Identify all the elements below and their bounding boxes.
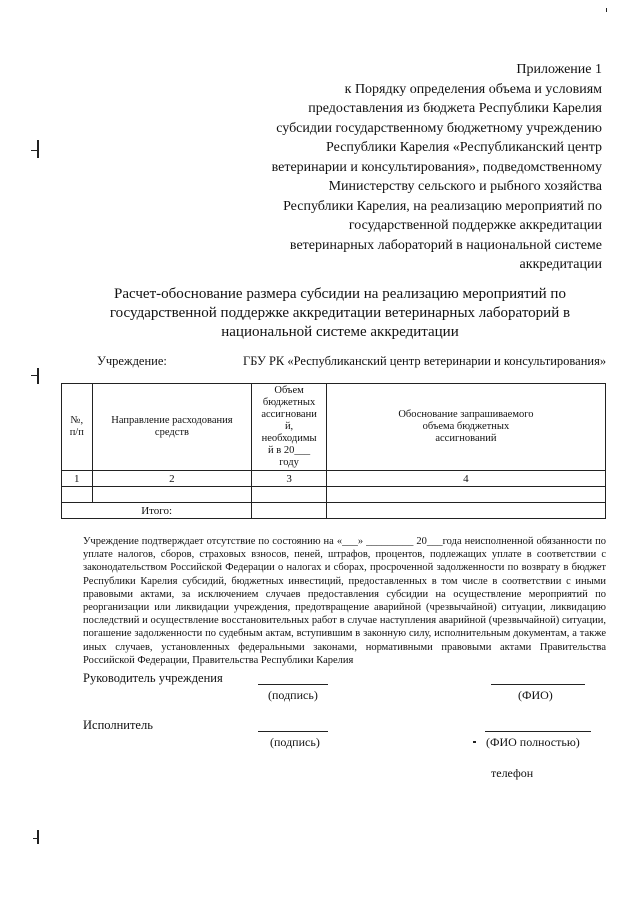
column-number-row (62, 471, 606, 487)
header-text: й в 20___ (268, 445, 311, 456)
total-label: Итого: (62, 503, 252, 519)
scan-artifact (31, 150, 39, 151)
header-text: году (279, 457, 299, 468)
scan-artifact (606, 8, 607, 12)
header-text: ассигновани (261, 409, 317, 420)
calculation-table (61, 383, 606, 519)
institution-label: Учреждение: (97, 354, 167, 368)
column-number: 3 (252, 471, 327, 487)
header-text: №, (70, 415, 84, 426)
table-row (62, 487, 606, 503)
confirmation-paragraph: Учреждение подтверждает отсутствие по состоянию на «___» _________ 20___года неисполненной обязанности по уплате налогов, сборов, страховых взносов, пеней, штрафов, процентов, подлежащих уплате в соответствии с законодательством Российской Федерации о налогах и сборах, просроченной задолженности по возврату в бюджет Республики Карелия субсидий, бюджетных инвестиций, предоставленных в том числе в соответствии с иными правовыми актами, за исключением случаев предоставления субсидии на осуществление мероприятий по реорганизации или ликвидации учреждения, предотвращение аварийной (чрезвычайной) ситуации, ликвидацию последствий и осуществление восстановительных работ в случае наступления аварийной (чрезвычайной) ситуации, погашение задолженности по судебным актам, вступившим в законную силу, исполнительным документам, а также иных случаев, установленных федеральными законами, нормативными правовыми актами Правительства Российской Федерации, Правительства Республики Карелия (83, 536, 606, 666)
header-text: средств (154, 427, 189, 438)
scan-artifact (37, 368, 39, 384)
scan-artifact (33, 838, 39, 839)
head-label: Руководитель учреждения (83, 671, 223, 685)
executor-name-caption: (ФИО полностью) (486, 735, 580, 749)
institution-name: ГБУ РК «Республиканский центр ветеринарии и консультирования» (243, 354, 607, 368)
document-title (90, 285, 590, 342)
header-volume-cell (252, 384, 327, 471)
column-number: 2 (92, 471, 252, 487)
total-justification-cell (326, 503, 605, 519)
table-cell (252, 487, 327, 503)
head-name-caption: (ФИО) (518, 688, 553, 702)
title-line: национальной системе аккредитации (221, 324, 459, 340)
appendix-line: субсидии государственному бюджетному учреждению (276, 120, 602, 136)
header-text: объема бюджетных (422, 421, 510, 432)
total-volume-cell (252, 503, 327, 519)
executor-signature-line (258, 731, 328, 732)
table-cell (92, 487, 252, 503)
appendix-header (222, 60, 602, 275)
appendix-line: Приложение 1 (516, 62, 602, 77)
scan-artifact (37, 140, 39, 158)
header-text: бюджетных (262, 397, 316, 408)
column-number: 1 (62, 471, 93, 487)
head-signature-line (258, 684, 328, 685)
header-text: Объем (274, 385, 304, 396)
table-header-row (62, 384, 606, 471)
executor-signature-caption: (подпись) (270, 735, 320, 749)
appendix-line: ветеринарных лабораторий в национальной системе (289, 237, 602, 253)
scan-artifact (31, 375, 39, 376)
appendix-line: к Порядку определения объема и условиям (344, 81, 602, 97)
appendix-line: государственной поддержке аккредитации (348, 218, 602, 233)
scan-artifact (37, 830, 39, 844)
appendix-line: Республики Карелия, на реализацию мероприятий по (283, 198, 602, 214)
appendix-line: Министерству сельского и рыбного хозяйства (328, 179, 602, 194)
executor-label: Исполнитель (83, 718, 153, 732)
title-line: Расчет-обоснование размера субсидии на реализацию мероприятий по (114, 286, 566, 302)
header-text: необходимы (261, 433, 317, 444)
header-justification-cell (326, 384, 605, 471)
header-text: Направление расходования (111, 415, 233, 426)
appendix-line: Республики Карелия «Республиканский центр (326, 140, 602, 155)
header-text: Обоснование запрашиваемого (398, 409, 534, 420)
appendix-line: аккредитации (519, 257, 602, 272)
appendix-line: предоставления из бюджета Республики Карелия (308, 101, 602, 116)
header-text: п/п (69, 427, 84, 438)
appendix-line: ветеринарии и консультирования», подведомственному (271, 159, 602, 175)
head-signature-caption: (подпись) (268, 688, 318, 702)
phone-label: телефон (491, 766, 534, 780)
header-number-cell (62, 384, 93, 471)
column-number: 4 (326, 471, 605, 487)
head-name-line (491, 684, 585, 685)
header-direction-cell (92, 384, 252, 471)
scan-artifact (473, 741, 476, 743)
executor-name-line (485, 731, 591, 732)
header-text: й, (284, 421, 294, 432)
header-text: ассигнований (435, 433, 497, 444)
table-cell (62, 487, 93, 503)
title-line: государственной поддержке аккредитации ветеринарных лабораторий в (109, 305, 571, 321)
total-row (62, 503, 606, 519)
table-cell (326, 487, 605, 503)
